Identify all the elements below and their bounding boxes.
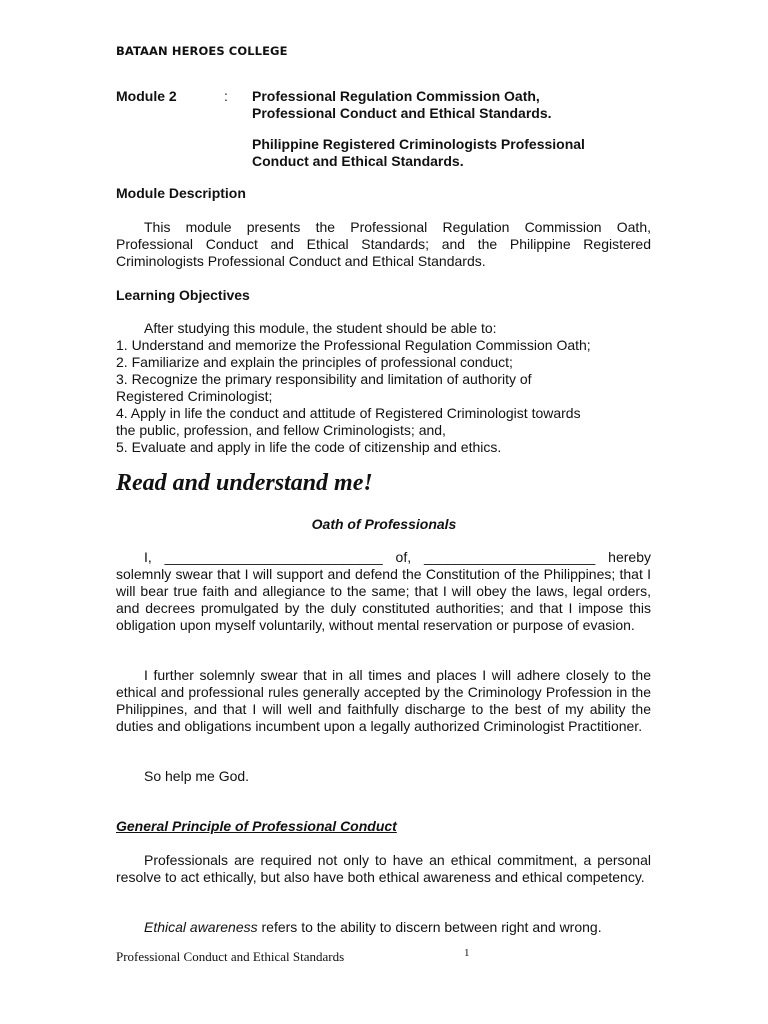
- name-blank: ____________________________: [164, 549, 383, 565]
- objectives-list: [116, 337, 656, 456]
- module-title: [252, 88, 652, 122]
- objective-line: Registered Criminologist;: [116, 388, 273, 404]
- school-name-header: BATAAN HEROES COLLEGE: [116, 44, 288, 58]
- module-number: Module 2: [116, 88, 177, 104]
- module-colon: :: [224, 88, 228, 104]
- page-number: 1: [464, 947, 470, 959]
- ethical-awareness-term: Ethical awareness: [144, 919, 258, 935]
- oath-paragraph-1-rest: solemnly swear that I will support and defend the Constitution of the Philippines; that I will bear true faith and allegiance to the same; that I will obey the laws, legal orders, and decrees promulgated by the duly constituted authorities; and that I impose this obligation upon myself voluntarily, without mental reservation or purpose of evasion.: [116, 566, 651, 633]
- oath-title: Oath of Professionals: [311, 516, 457, 532]
- oath-fill-in-line: [116, 549, 651, 566]
- objective-line: 1. Understand and memorize the Professional Regulation Commission Oath;: [116, 337, 591, 353]
- module-title-line-2: Professional Conduct and Ethical Standards.: [252, 105, 552, 121]
- objective-line: the public, profession, and fellow Criminologists; and,: [116, 422, 446, 438]
- module-description-text: This module presents the Professional Regulation Commission Oath, Professional Conduct and Ethical Standards; and the Philippine Registered Criminologists Professional Conduct and Ethical Standards.: [116, 219, 651, 269]
- oath-i: I,: [144, 549, 152, 565]
- oath-hereby: hereby: [608, 549, 651, 565]
- objectives-intro: After studying this module, the student should be able to:: [144, 320, 497, 336]
- place-blank: ______________________: [424, 549, 596, 565]
- oath-of: of,: [395, 549, 412, 565]
- module-subtitle: [252, 136, 652, 170]
- objective-line: 3. Recognize the primary responsibility and limitation of authority of: [116, 371, 532, 387]
- module-subtitle-line-2: Conduct and Ethical Standards.: [252, 153, 464, 169]
- learning-objectives-heading: Learning Objectives: [116, 287, 250, 303]
- objective-line: 5. Evaluate and apply in life the code of citizenship and ethics.: [116, 439, 502, 455]
- objective-line: 2. Familiarize and explain the principles of professional conduct;: [116, 354, 513, 370]
- read-and-understand-heading: Read and understand me!: [116, 470, 373, 496]
- oath-paragraph-1: [116, 549, 651, 634]
- ethical-awareness-text: refers to the ability to discern between right and wrong.: [257, 919, 602, 935]
- module-description-heading: Module Description: [116, 185, 246, 201]
- general-principle-heading: General Principle of Professional Conduct: [116, 818, 397, 834]
- oath-closing: So help me God.: [144, 768, 250, 784]
- module-subtitle-line-1: Philippine Registered Criminologists Professional: [252, 136, 585, 152]
- oath-paragraph-2: I further solemnly swear that in all times and places I will adhere closely to the ethical and professional rules generally accepted by the Criminology Profession in the Philippines, and that I will well and faithfully discharge to the best of my ability the duties and obligations incumbent upon a legally authorized Criminologist Practitioner.: [116, 667, 651, 734]
- ethical-awareness-definition: [144, 919, 684, 936]
- objective-line: 4. Apply in life the conduct and attitude of Registered Criminologist towards: [116, 405, 581, 421]
- module-title-line-1: Professional Regulation Commission Oath,: [252, 88, 540, 104]
- general-principle-paragraph: Professionals are required not only to have an ethical commitment, a personal resolve to act ethically, but also have both ethical awareness and ethical competency.: [116, 852, 651, 885]
- footer-title: Professional Conduct and Ethical Standards: [116, 949, 345, 964]
